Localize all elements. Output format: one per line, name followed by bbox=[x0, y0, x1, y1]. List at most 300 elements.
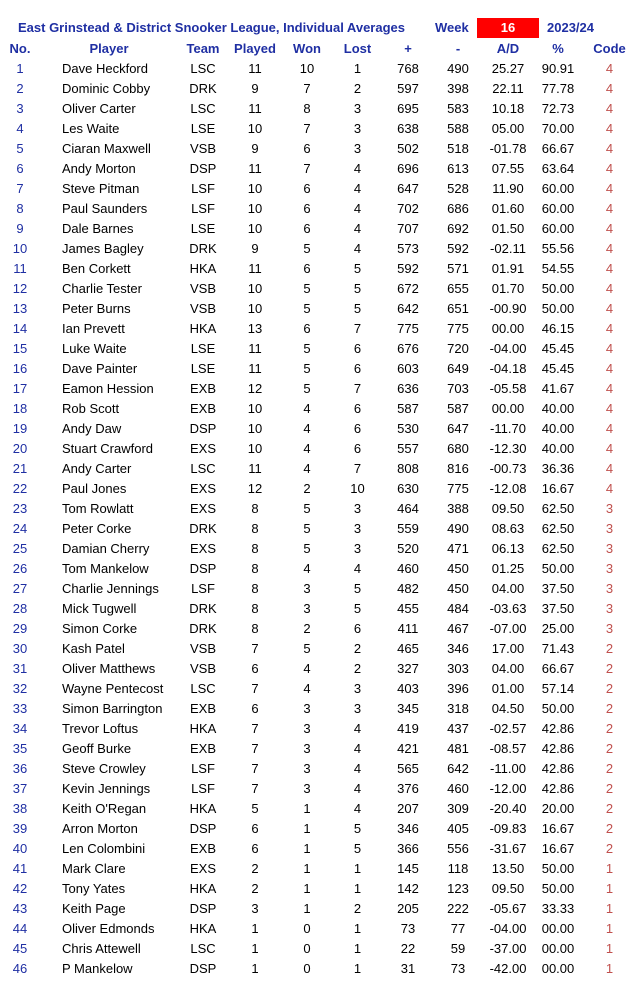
cell-no[interactable]: 21 bbox=[12, 460, 28, 476]
cell-played[interactable]: 10 bbox=[247, 220, 263, 236]
cell-won[interactable]: 6 bbox=[303, 180, 311, 196]
cell-player[interactable]: Tom Mankelow bbox=[62, 560, 149, 576]
cell-plus[interactable]: 695 bbox=[397, 100, 419, 116]
cell-ad[interactable]: -31.67 bbox=[489, 840, 527, 856]
cell-code[interactable]: 4 bbox=[605, 320, 614, 336]
cell-played[interactable]: 9 bbox=[251, 140, 259, 156]
cell-code[interactable]: 4 bbox=[605, 400, 614, 416]
cell-minus[interactable]: 77 bbox=[450, 920, 466, 936]
cell-won[interactable]: 0 bbox=[303, 960, 311, 976]
cell-player[interactable]: Tom Rowlatt bbox=[62, 500, 134, 516]
cell-won[interactable]: 4 bbox=[303, 420, 311, 436]
col-header-minus[interactable]: - bbox=[455, 40, 461, 56]
cell-ad[interactable]: -42.00 bbox=[489, 960, 527, 976]
cell-minus[interactable]: 588 bbox=[447, 120, 469, 136]
cell-ad[interactable]: 01.50 bbox=[491, 220, 525, 236]
cell-plus[interactable]: 455 bbox=[397, 600, 419, 616]
cell-ad[interactable]: 08.63 bbox=[491, 520, 525, 536]
cell-plus[interactable]: 142 bbox=[397, 880, 419, 896]
cell-no[interactable]: 22 bbox=[12, 480, 28, 496]
cell-lost[interactable]: 5 bbox=[353, 600, 362, 616]
cell-pct[interactable]: 20.00 bbox=[541, 800, 575, 816]
cell-played[interactable]: 9 bbox=[251, 240, 259, 256]
cell-team[interactable]: EXS bbox=[189, 540, 216, 556]
cell-team[interactable]: DRK bbox=[189, 600, 217, 616]
cell-player[interactable]: Peter Burns bbox=[62, 300, 131, 316]
cell-team[interactable]: VSB bbox=[189, 660, 216, 676]
cell-player[interactable]: Charlie Jennings bbox=[62, 580, 159, 596]
cell-played[interactable]: 13 bbox=[247, 320, 263, 336]
cell-no[interactable]: 36 bbox=[12, 760, 28, 776]
cell-played[interactable]: 7 bbox=[251, 760, 259, 776]
cell-minus[interactable]: 655 bbox=[447, 280, 469, 296]
col-header-lost[interactable]: Lost bbox=[343, 40, 372, 56]
cell-plus[interactable]: 482 bbox=[397, 580, 419, 596]
cell-minus[interactable]: 437 bbox=[447, 720, 469, 736]
cell-ad[interactable]: -00.90 bbox=[489, 300, 527, 316]
cell-played[interactable]: 7 bbox=[251, 780, 259, 796]
cell-no[interactable]: 23 bbox=[12, 500, 28, 516]
cell-won[interactable]: 0 bbox=[303, 920, 311, 936]
cell-won[interactable]: 4 bbox=[303, 440, 311, 456]
cell-minus[interactable]: 649 bbox=[447, 360, 469, 376]
cell-player[interactable]: Damian Cherry bbox=[62, 540, 150, 556]
cell-won[interactable]: 4 bbox=[303, 560, 311, 576]
cell-lost[interactable]: 3 bbox=[353, 680, 362, 696]
cell-ad[interactable]: -09.83 bbox=[489, 820, 527, 836]
cell-lost[interactable]: 3 bbox=[353, 140, 362, 156]
cell-plus[interactable]: 520 bbox=[397, 540, 419, 556]
cell-no[interactable]: 18 bbox=[12, 400, 28, 416]
cell-won[interactable]: 1 bbox=[303, 800, 311, 816]
cell-plus[interactable]: 376 bbox=[397, 780, 419, 796]
cell-no[interactable]: 20 bbox=[12, 440, 28, 456]
cell-ad[interactable]: 04.00 bbox=[491, 580, 525, 596]
cell-played[interactable]: 3 bbox=[251, 900, 259, 916]
cell-pct[interactable]: 72.73 bbox=[541, 100, 575, 116]
cell-plus[interactable]: 205 bbox=[397, 900, 419, 916]
cell-ad[interactable]: -00.73 bbox=[489, 460, 527, 476]
cell-pct[interactable]: 16.67 bbox=[541, 820, 575, 836]
cell-code[interactable]: 1 bbox=[605, 960, 614, 976]
cell-played[interactable]: 7 bbox=[251, 740, 259, 756]
cell-won[interactable]: 1 bbox=[303, 880, 311, 896]
col-header-player[interactable]: Player bbox=[89, 40, 129, 56]
cell-ad[interactable]: 07.55 bbox=[491, 160, 525, 176]
cell-player[interactable]: Dave Heckford bbox=[62, 60, 148, 76]
cell-no[interactable]: 8 bbox=[16, 200, 24, 216]
cell-no[interactable]: 39 bbox=[12, 820, 28, 836]
cell-no[interactable]: 6 bbox=[16, 160, 24, 176]
cell-code[interactable]: 4 bbox=[605, 100, 614, 116]
cell-code[interactable]: 4 bbox=[605, 460, 614, 476]
cell-played[interactable]: 1 bbox=[251, 920, 259, 936]
cell-minus[interactable]: 703 bbox=[447, 380, 469, 396]
cell-played[interactable]: 11 bbox=[248, 100, 262, 116]
cell-pct[interactable]: 37.50 bbox=[541, 580, 575, 596]
cell-pct[interactable]: 50.00 bbox=[541, 280, 575, 296]
cell-ad[interactable]: -07.00 bbox=[489, 620, 527, 636]
cell-lost[interactable]: 4 bbox=[353, 720, 362, 736]
cell-pct[interactable]: 46.15 bbox=[541, 320, 575, 336]
cell-lost[interactable]: 6 bbox=[353, 420, 362, 436]
cell-played[interactable]: 10 bbox=[247, 200, 263, 216]
cell-player[interactable]: Kevin Jennings bbox=[62, 780, 151, 796]
cell-code[interactable]: 1 bbox=[605, 920, 614, 936]
cell-plus[interactable]: 327 bbox=[397, 660, 419, 676]
cell-minus[interactable]: 647 bbox=[447, 420, 469, 436]
cell-pct[interactable]: 71.43 bbox=[541, 640, 575, 656]
cell-plus[interactable]: 419 bbox=[397, 720, 419, 736]
cell-plus[interactable]: 366 bbox=[397, 840, 419, 856]
cell-pct[interactable]: 36.36 bbox=[541, 460, 575, 476]
cell-won[interactable]: 5 bbox=[303, 300, 311, 316]
cell-team[interactable]: DSP bbox=[189, 420, 217, 436]
cell-minus[interactable]: 775 bbox=[447, 480, 469, 496]
cell-no[interactable]: 31 bbox=[12, 660, 28, 676]
cell-pct[interactable]: 25.00 bbox=[541, 620, 575, 636]
cell-lost[interactable]: 4 bbox=[353, 220, 362, 236]
cell-played[interactable]: 11 bbox=[248, 460, 262, 476]
cell-no[interactable]: 4 bbox=[16, 120, 24, 136]
cell-no[interactable]: 5 bbox=[16, 140, 24, 156]
cell-pct[interactable]: 42.86 bbox=[541, 720, 575, 736]
cell-lost[interactable]: 7 bbox=[353, 460, 362, 476]
cell-minus[interactable]: 571 bbox=[447, 260, 469, 276]
cell-won[interactable]: 6 bbox=[303, 140, 311, 156]
cell-no[interactable]: 41 bbox=[12, 860, 28, 876]
cell-won[interactable]: 1 bbox=[303, 900, 311, 916]
cell-lost[interactable]: 5 bbox=[353, 580, 362, 596]
cell-player[interactable]: Andy Daw bbox=[62, 420, 122, 436]
cell-no[interactable]: 25 bbox=[12, 540, 28, 556]
cell-won[interactable]: 3 bbox=[303, 780, 311, 796]
cell-lost[interactable]: 3 bbox=[353, 120, 362, 136]
cell-code[interactable]: 4 bbox=[605, 60, 614, 76]
cell-plus[interactable]: 530 bbox=[397, 420, 419, 436]
cell-code[interactable]: 4 bbox=[605, 120, 614, 136]
cell-player[interactable]: Chris Attewell bbox=[62, 940, 141, 956]
cell-pct[interactable]: 50.00 bbox=[541, 560, 575, 576]
cell-minus[interactable]: 642 bbox=[447, 760, 469, 776]
cell-plus[interactable]: 346 bbox=[397, 820, 419, 836]
cell-player[interactable]: Trevor Loftus bbox=[62, 720, 139, 736]
cell-minus[interactable]: 592 bbox=[447, 240, 469, 256]
cell-played[interactable]: 12 bbox=[247, 480, 263, 496]
cell-code[interactable]: 3 bbox=[605, 540, 614, 556]
cell-ad[interactable]: 04.00 bbox=[491, 660, 525, 676]
cell-no[interactable]: 7 bbox=[16, 180, 24, 196]
cell-plus[interactable]: 421 bbox=[397, 740, 419, 756]
cell-played[interactable]: 11 bbox=[248, 60, 262, 76]
cell-lost[interactable]: 4 bbox=[353, 800, 362, 816]
cell-pct[interactable]: 62.50 bbox=[541, 540, 575, 556]
cell-code[interactable]: 4 bbox=[605, 260, 614, 276]
cell-team[interactable]: LSC bbox=[190, 940, 216, 956]
cell-code[interactable]: 1 bbox=[605, 880, 614, 896]
cell-lost[interactable]: 4 bbox=[353, 780, 362, 796]
cell-pct[interactable]: 16.67 bbox=[541, 480, 575, 496]
cell-minus[interactable]: 346 bbox=[447, 640, 469, 656]
cell-ad[interactable]: -12.08 bbox=[489, 480, 527, 496]
cell-plus[interactable]: 587 bbox=[397, 400, 419, 416]
cell-no[interactable]: 19 bbox=[12, 420, 28, 436]
cell-won[interactable]: 3 bbox=[303, 700, 311, 716]
cell-won[interactable]: 7 bbox=[303, 80, 311, 96]
cell-pct[interactable]: 77.78 bbox=[541, 80, 575, 96]
cell-player[interactable]: Simon Corke bbox=[62, 620, 138, 636]
cell-team[interactable]: EXS bbox=[189, 500, 216, 516]
cell-ad[interactable]: 00.00 bbox=[491, 320, 525, 336]
cell-plus[interactable]: 411 bbox=[397, 620, 419, 636]
cell-code[interactable]: 4 bbox=[605, 440, 614, 456]
cell-team[interactable]: DSP bbox=[189, 960, 217, 976]
cell-pct[interactable]: 60.00 bbox=[541, 180, 575, 196]
cell-lost[interactable]: 6 bbox=[353, 620, 362, 636]
cell-minus[interactable]: 222 bbox=[447, 900, 469, 916]
cell-no[interactable]: 11 bbox=[13, 260, 27, 276]
cell-lost[interactable]: 1 bbox=[353, 920, 362, 936]
cell-minus[interactable]: 528 bbox=[447, 180, 469, 196]
cell-ad[interactable]: -12.00 bbox=[489, 780, 527, 796]
cell-code[interactable]: 4 bbox=[605, 180, 614, 196]
cell-plus[interactable]: 573 bbox=[397, 240, 419, 256]
cell-no[interactable]: 2 bbox=[16, 80, 24, 96]
cell-no[interactable]: 45 bbox=[12, 940, 28, 956]
cell-pct[interactable]: 40.00 bbox=[541, 400, 575, 416]
cell-lost[interactable]: 6 bbox=[353, 400, 362, 416]
cell-code[interactable]: 2 bbox=[605, 780, 614, 796]
cell-played[interactable]: 1 bbox=[251, 940, 259, 956]
cell-played[interactable]: 2 bbox=[251, 880, 259, 896]
cell-code[interactable]: 2 bbox=[605, 640, 614, 656]
cell-no[interactable]: 38 bbox=[12, 800, 28, 816]
cell-won[interactable]: 5 bbox=[303, 380, 311, 396]
cell-no[interactable]: 40 bbox=[12, 840, 28, 856]
cell-ad[interactable]: 10.18 bbox=[491, 100, 525, 116]
cell-won[interactable]: 3 bbox=[303, 600, 311, 616]
cell-no[interactable]: 34 bbox=[12, 720, 28, 736]
col-header-team[interactable]: Team bbox=[186, 40, 220, 56]
cell-player[interactable]: Andy Morton bbox=[62, 160, 136, 176]
cell-played[interactable]: 6 bbox=[251, 840, 259, 856]
cell-minus[interactable]: 587 bbox=[447, 400, 469, 416]
cell-team[interactable]: DRK bbox=[189, 620, 217, 636]
cell-minus[interactable]: 484 bbox=[447, 600, 469, 616]
cell-played[interactable]: 10 bbox=[247, 280, 263, 296]
cell-no[interactable]: 1 bbox=[16, 60, 24, 76]
cell-minus[interactable]: 556 bbox=[447, 840, 469, 856]
cell-plus[interactable]: 775 bbox=[397, 320, 419, 336]
cell-minus[interactable]: 692 bbox=[447, 220, 469, 236]
cell-lost[interactable]: 7 bbox=[353, 320, 362, 336]
cell-plus[interactable]: 145 bbox=[397, 860, 419, 876]
cell-no[interactable]: 29 bbox=[12, 620, 28, 636]
cell-player[interactable]: Ian Prevett bbox=[62, 320, 125, 336]
cell-won[interactable]: 0 bbox=[303, 940, 311, 956]
cell-team[interactable]: HKA bbox=[189, 320, 217, 336]
cell-pct[interactable]: 33.33 bbox=[541, 900, 575, 916]
cell-won[interactable]: 6 bbox=[303, 320, 311, 336]
cell-plus[interactable]: 565 bbox=[397, 760, 419, 776]
cell-team[interactable]: EXB bbox=[189, 740, 216, 756]
cell-player[interactable]: Mick Tugwell bbox=[62, 600, 137, 616]
cell-lost[interactable]: 1 bbox=[353, 960, 362, 976]
cell-lost[interactable]: 1 bbox=[353, 940, 362, 956]
cell-team[interactable]: LSE bbox=[190, 360, 216, 376]
cell-minus[interactable]: 720 bbox=[447, 340, 469, 356]
cell-player[interactable]: Len Colombini bbox=[62, 840, 146, 856]
cell-player[interactable]: Keith O'Regan bbox=[62, 800, 147, 816]
cell-team[interactable]: VSB bbox=[189, 140, 216, 156]
cell-played[interactable]: 6 bbox=[251, 820, 259, 836]
cell-code[interactable]: 4 bbox=[605, 220, 614, 236]
cell-team[interactable]: LSF bbox=[191, 580, 215, 596]
cell-code[interactable]: 3 bbox=[605, 600, 614, 616]
cell-code[interactable]: 2 bbox=[605, 800, 614, 816]
cell-code[interactable]: 3 bbox=[605, 520, 614, 536]
cell-code[interactable]: 4 bbox=[605, 340, 614, 356]
col-header-ad[interactable]: A/D bbox=[496, 40, 520, 56]
cell-plus[interactable]: 73 bbox=[400, 920, 416, 936]
cell-pct[interactable]: 62.50 bbox=[541, 500, 575, 516]
cell-team[interactable]: HKA bbox=[189, 720, 217, 736]
cell-code[interactable]: 4 bbox=[605, 200, 614, 216]
cell-code[interactable]: 2 bbox=[605, 820, 614, 836]
cell-plus[interactable]: 464 bbox=[397, 500, 419, 516]
cell-won[interactable]: 5 bbox=[303, 240, 311, 256]
cell-player[interactable]: Paul Jones bbox=[62, 480, 127, 496]
cell-played[interactable]: 1 bbox=[251, 960, 259, 976]
cell-won[interactable]: 4 bbox=[303, 400, 311, 416]
cell-plus[interactable]: 768 bbox=[397, 60, 419, 76]
cell-ad[interactable]: -04.18 bbox=[489, 360, 527, 376]
cell-code[interactable]: 2 bbox=[605, 760, 614, 776]
cell-pct[interactable]: 55.56 bbox=[541, 240, 575, 256]
cell-lost[interactable]: 5 bbox=[353, 260, 362, 276]
cell-played[interactable]: 12 bbox=[247, 380, 263, 396]
cell-code[interactable]: 4 bbox=[605, 80, 614, 96]
cell-lost[interactable]: 6 bbox=[353, 360, 362, 376]
cell-minus[interactable]: 518 bbox=[447, 140, 469, 156]
cell-lost[interactable]: 3 bbox=[353, 500, 362, 516]
cell-pct[interactable]: 54.55 bbox=[541, 260, 575, 276]
cell-plus[interactable]: 403 bbox=[397, 680, 419, 696]
cell-player[interactable]: Dominic Cobby bbox=[62, 80, 151, 96]
cell-player[interactable]: Ben Corkett bbox=[62, 260, 131, 276]
cell-lost[interactable]: 4 bbox=[353, 740, 362, 756]
cell-team[interactable]: EXS bbox=[189, 440, 216, 456]
cell-plus[interactable]: 603 bbox=[397, 360, 419, 376]
cell-player[interactable]: Arron Morton bbox=[62, 820, 138, 836]
cell-ad[interactable]: -02.11 bbox=[490, 240, 526, 256]
cell-won[interactable]: 3 bbox=[303, 760, 311, 776]
cell-player[interactable]: Wayne Pentecost bbox=[62, 680, 164, 696]
cell-lost[interactable]: 5 bbox=[353, 300, 362, 316]
cell-plus[interactable]: 642 bbox=[397, 300, 419, 316]
cell-played[interactable]: 11 bbox=[248, 360, 262, 376]
cell-played[interactable]: 8 bbox=[251, 600, 259, 616]
cell-plus[interactable]: 559 bbox=[397, 520, 419, 536]
cell-code[interactable]: 2 bbox=[605, 680, 614, 696]
cell-minus[interactable]: 686 bbox=[447, 200, 469, 216]
cell-won[interactable]: 4 bbox=[303, 460, 311, 476]
cell-won[interactable]: 3 bbox=[303, 740, 311, 756]
cell-lost[interactable]: 6 bbox=[353, 340, 362, 356]
cell-no[interactable]: 37 bbox=[12, 780, 28, 796]
cell-plus[interactable]: 345 bbox=[397, 700, 419, 716]
cell-ad[interactable]: 01.91 bbox=[491, 260, 525, 276]
cell-code[interactable]: 4 bbox=[605, 380, 614, 396]
cell-team[interactable]: EXS bbox=[189, 860, 216, 876]
cell-won[interactable]: 7 bbox=[303, 120, 311, 136]
cell-plus[interactable]: 630 bbox=[397, 480, 419, 496]
cell-played[interactable]: 7 bbox=[251, 640, 259, 656]
cell-ad[interactable]: 25.27 bbox=[491, 60, 525, 76]
cell-code[interactable]: 2 bbox=[605, 660, 614, 676]
cell-pct[interactable]: 41.67 bbox=[541, 380, 575, 396]
cell-team[interactable]: EXB bbox=[189, 700, 216, 716]
cell-code[interactable]: 1 bbox=[605, 940, 614, 956]
cell-ad[interactable]: 06.13 bbox=[491, 540, 525, 556]
cell-won[interactable]: 6 bbox=[303, 260, 311, 276]
cell-no[interactable]: 12 bbox=[12, 280, 28, 296]
cell-player[interactable]: James Bagley bbox=[62, 240, 144, 256]
cell-team[interactable]: EXS bbox=[189, 480, 216, 496]
cell-played[interactable]: 6 bbox=[251, 660, 259, 676]
cell-minus[interactable]: 460 bbox=[447, 780, 469, 796]
cell-no[interactable]: 9 bbox=[16, 220, 24, 236]
cell-no[interactable]: 28 bbox=[12, 600, 28, 616]
cell-played[interactable]: 11 bbox=[248, 160, 262, 176]
cell-team[interactable]: LSE bbox=[190, 220, 216, 236]
cell-pct[interactable]: 70.00 bbox=[541, 120, 575, 136]
cell-won[interactable]: 7 bbox=[303, 160, 311, 176]
cell-ad[interactable]: 01.00 bbox=[491, 680, 525, 696]
cell-no[interactable]: 10 bbox=[12, 240, 28, 256]
cell-won[interactable]: 5 bbox=[303, 360, 311, 376]
cell-player[interactable]: P Mankelow bbox=[62, 960, 133, 976]
cell-no[interactable]: 26 bbox=[12, 560, 28, 576]
cell-player[interactable]: Charlie Tester bbox=[62, 280, 142, 296]
cell-team[interactable]: DRK bbox=[189, 80, 217, 96]
cell-player[interactable]: Luke Waite bbox=[62, 340, 127, 356]
cell-team[interactable]: DRK bbox=[189, 240, 217, 256]
cell-pct[interactable]: 60.00 bbox=[541, 200, 575, 216]
cell-code[interactable]: 1 bbox=[605, 860, 614, 876]
cell-player[interactable]: Dave Painter bbox=[62, 360, 138, 376]
cell-lost[interactable]: 4 bbox=[353, 760, 362, 776]
cell-team[interactable]: DSP bbox=[189, 160, 217, 176]
cell-player[interactable]: Steve Crowley bbox=[62, 760, 146, 776]
cell-ad[interactable]: -04.00 bbox=[489, 920, 527, 936]
cell-lost[interactable]: 3 bbox=[353, 700, 362, 716]
cell-pct[interactable]: 37.50 bbox=[541, 600, 575, 616]
cell-minus[interactable]: 318 bbox=[447, 700, 469, 716]
cell-team[interactable]: EXB bbox=[189, 400, 216, 416]
cell-lost[interactable]: 5 bbox=[353, 840, 362, 856]
cell-player[interactable]: Eamon Hession bbox=[62, 380, 154, 396]
cell-won[interactable]: 5 bbox=[303, 520, 311, 536]
cell-played[interactable]: 10 bbox=[247, 180, 263, 196]
cell-pct[interactable]: 50.00 bbox=[541, 700, 575, 716]
cell-no[interactable]: 17 bbox=[12, 380, 28, 396]
cell-lost[interactable]: 7 bbox=[353, 380, 362, 396]
cell-plus[interactable]: 465 bbox=[397, 640, 419, 656]
cell-plus[interactable]: 592 bbox=[397, 260, 419, 276]
cell-lost[interactable]: 2 bbox=[353, 900, 362, 916]
cell-ad[interactable]: 00.00 bbox=[491, 400, 525, 416]
